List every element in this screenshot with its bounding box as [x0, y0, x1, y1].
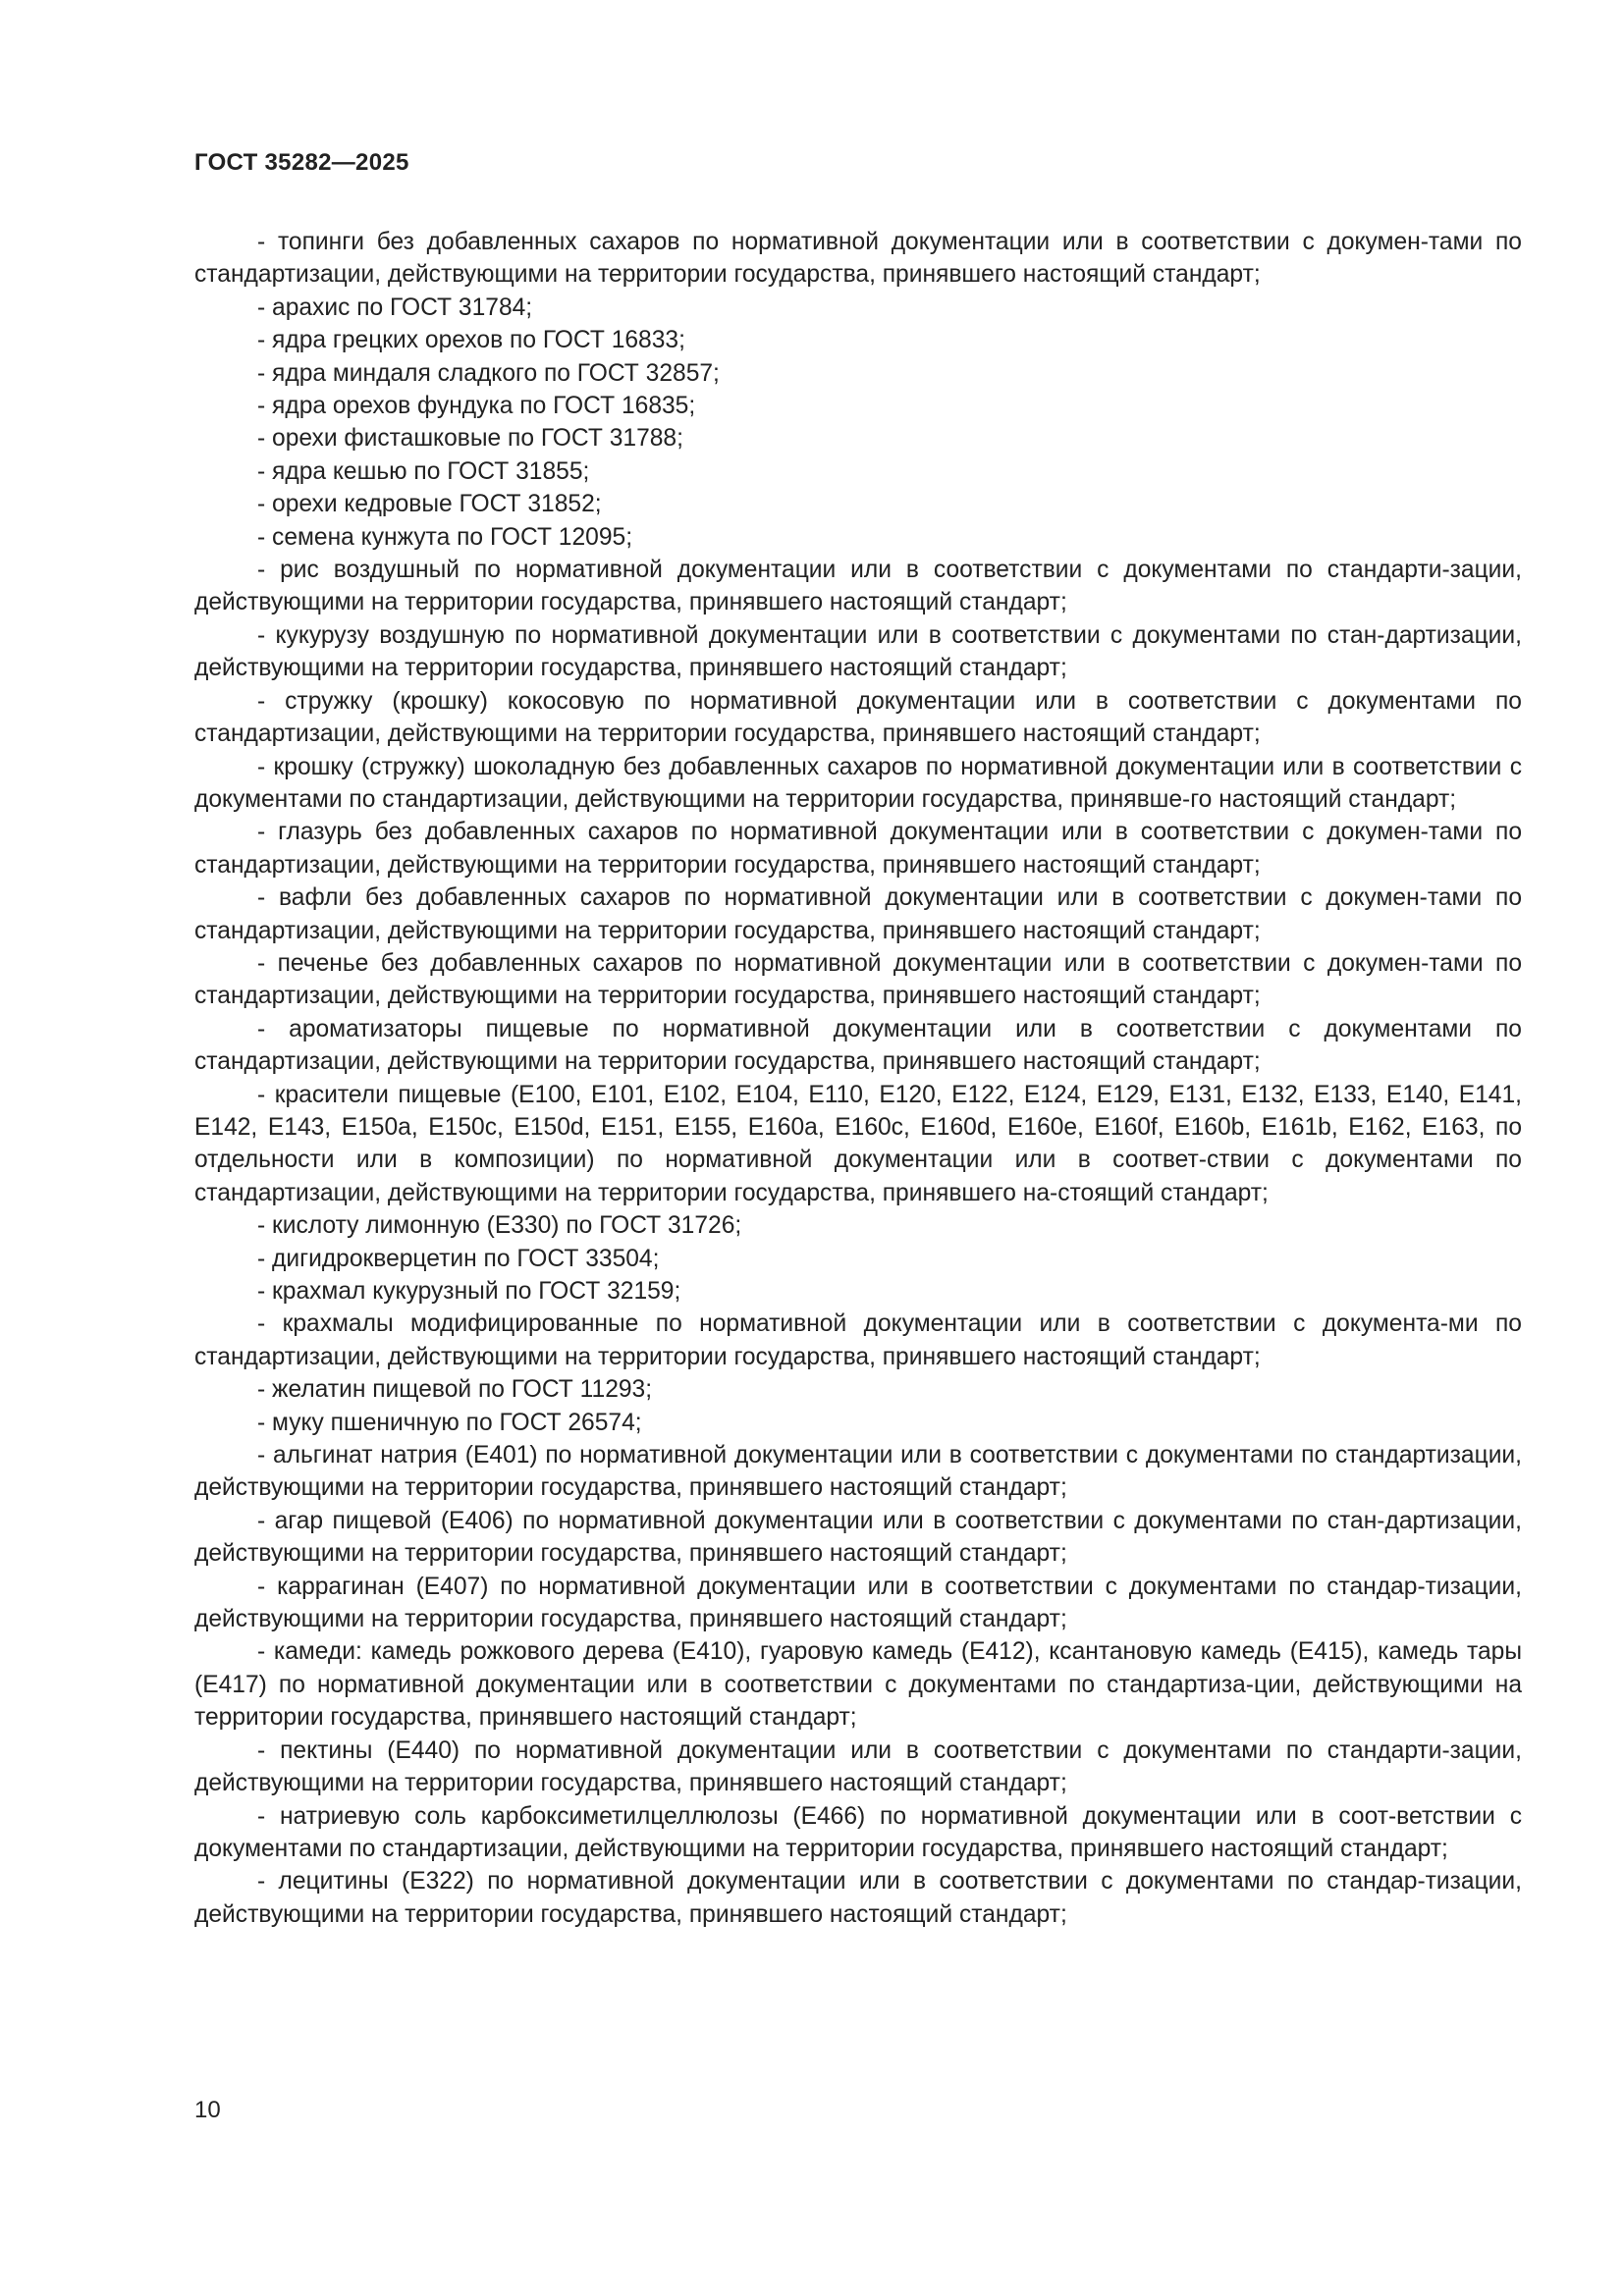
list-item: - рис воздушный по нормативной документации или в соответствии с документами по стандарти-зации, действующими на территории государства, принявшего настоящий стандарт; — [194, 557, 1522, 616]
list-item: - крахмал кукурузный по ГОСТ 32159; — [257, 1278, 681, 1305]
page-number: 10 — [194, 2097, 221, 2123]
list-item: - орехи кедровые ГОСТ 31852; — [257, 491, 602, 518]
list-item: - красители пищевые (Е100, Е101, Е102, Е104, Е110, Е120, Е122, Е124, Е129, Е131, Е132, Е133, Е140, Е141, Е142, Е143, Е150a, Е150c, Е150d, Е151, Е155, Е160a, Е160c, Е160d, Е160e, Е160f, Е160b, Е161b, Е162, Е163, по отдельности или в композиции) по нормативной документации или в соответ-ствии с документами по стандартизации, действующими на территории государства, принявшего на-стоящий стандарт; — [194, 1081, 1522, 1206]
list-item: - крошку (стружку) шоколадную без добавленных сахаров по нормативной документации или в соответствии с документами по стандартизации, действующими на территории государства, принявше-го настоящий стандарт; — [194, 753, 1522, 813]
list-item: - вафли без добавленных сахаров по нормативной документации или в соответствии с докумен-тами по стандартизации, действующими на территории государства, принявшего настоящий стандарт; — [194, 884, 1522, 944]
list-item: - пектины (Е440) по нормативной документации или в соответствии с документами по стандарти-зации, действующими на территории государства, принявшего настоящий стандарт; — [194, 1736, 1522, 1797]
list-item: - ядра грецких орехов по ГОСТ 16833; — [257, 327, 685, 354]
list-item: - дигидрокверцетин по ГОСТ 33504; — [257, 1245, 660, 1272]
document-header: ГОСТ 35282—2025 — [194, 149, 409, 176]
list-item: - печенье без добавленных сахаров по нормативной документации или в соответствии с докумен-тами по стандартизации, действующими на территории государства, принявшего настоящий стандарт; — [194, 949, 1522, 1010]
ingredient-list — [194, 226, 1522, 1931]
list-item: - агар пищевой (Е406) по нормативной документации или в соответствии с документами по стан-дартизации, действующими на территории государства, принявшего настоящий стандарт; — [194, 1507, 1522, 1568]
list-item: - крахмалы модифицированные по нормативной документации или в соответствии с документа-ми по стандартизации, действующими на территории государства, принявшего настоящий стандарт; — [194, 1310, 1522, 1370]
list-item: - кукурузу воздушную по нормативной документации или в соответствии с документами по стан-дартизации, действующими на территории государства, принявшего настоящий стандарт; — [194, 621, 1522, 682]
list-item: - лецитины (Е322) по нормативной документации или в соответствии с документами по стандар-тизации, действующими на территории государства, принявшего настоящий стандарт; — [194, 1868, 1522, 1928]
list-item: - ядра кешью по ГОСТ 31855; — [257, 457, 590, 485]
list-item: - ядра орехов фундука по ГОСТ 16835; — [257, 393, 696, 420]
list-item: - желатин пищевой по ГОСТ 11293; — [257, 1376, 653, 1404]
list-item: - семена кунжута по ГОСТ 12095; — [257, 523, 633, 551]
list-item: - муку пшеничную по ГОСТ 26574; — [257, 1409, 642, 1436]
list-item: - натриевую соль карбоксиметилцеллюлозы (Е466) по нормативной документации или в соот-ветствии с документами по стандартизации, действующими на территории государства, принявшего настоящий стандарт; — [194, 1802, 1522, 1862]
list-item: - арахис по ГОСТ 31784; — [257, 294, 533, 321]
list-item: - глазурь без добавленных сахаров по нормативной документации или в соответствии с докумен-тами по стандартизации, действующими на территории государства, принявшего настоящий стандарт; — [194, 819, 1522, 879]
list-item: - топинги без добавленных сахаров по нормативной документации или в соответствии с докумен-тами по стандартизации, действующими на территории государства, принявшего настоящий стандарт; — [194, 229, 1522, 289]
list-item: - камеди: камедь рожкового дерева (Е410), гуаровую камедь (Е412), ксантановую камедь (Е415), камедь тары (Е417) по нормативной документации или в соответствии с документами по стандартиза-ции, действующими на территории государства, принявшего настоящий стандарт; — [194, 1638, 1522, 1732]
list-item: - кислоту лимонную (Е330) по ГОСТ 31726; — [257, 1212, 742, 1240]
list-item: - каррагинан (Е407) по нормативной документации или в соответствии с документами по стандар-тизации, действующими на территории государства, принявшего настоящий стандарт; — [194, 1573, 1522, 1633]
list-item: - альгинат натрия (Е401) по нормативной документации или в соответствии с документами по стандартизации, действующими на территории государства, принявшего настоящий стандарт; — [194, 1442, 1522, 1502]
list-item: - орехи фисташковые по ГОСТ 31788; — [257, 425, 683, 453]
list-item: - ароматизаторы пищевые по нормативной документации или в соответствии с документами по стандартизации, действующими на территории государства, принявшего настоящий стандарт; — [194, 1015, 1522, 1076]
list-item: - ядра миндаля сладкого по ГОСТ 32857; — [257, 359, 720, 387]
list-item: - стружку (крошку) кокосовую по нормативной документации или в соответствии с документами по стандартизации, действующими на территории государства, принявшего настоящий стандарт; — [194, 687, 1522, 748]
